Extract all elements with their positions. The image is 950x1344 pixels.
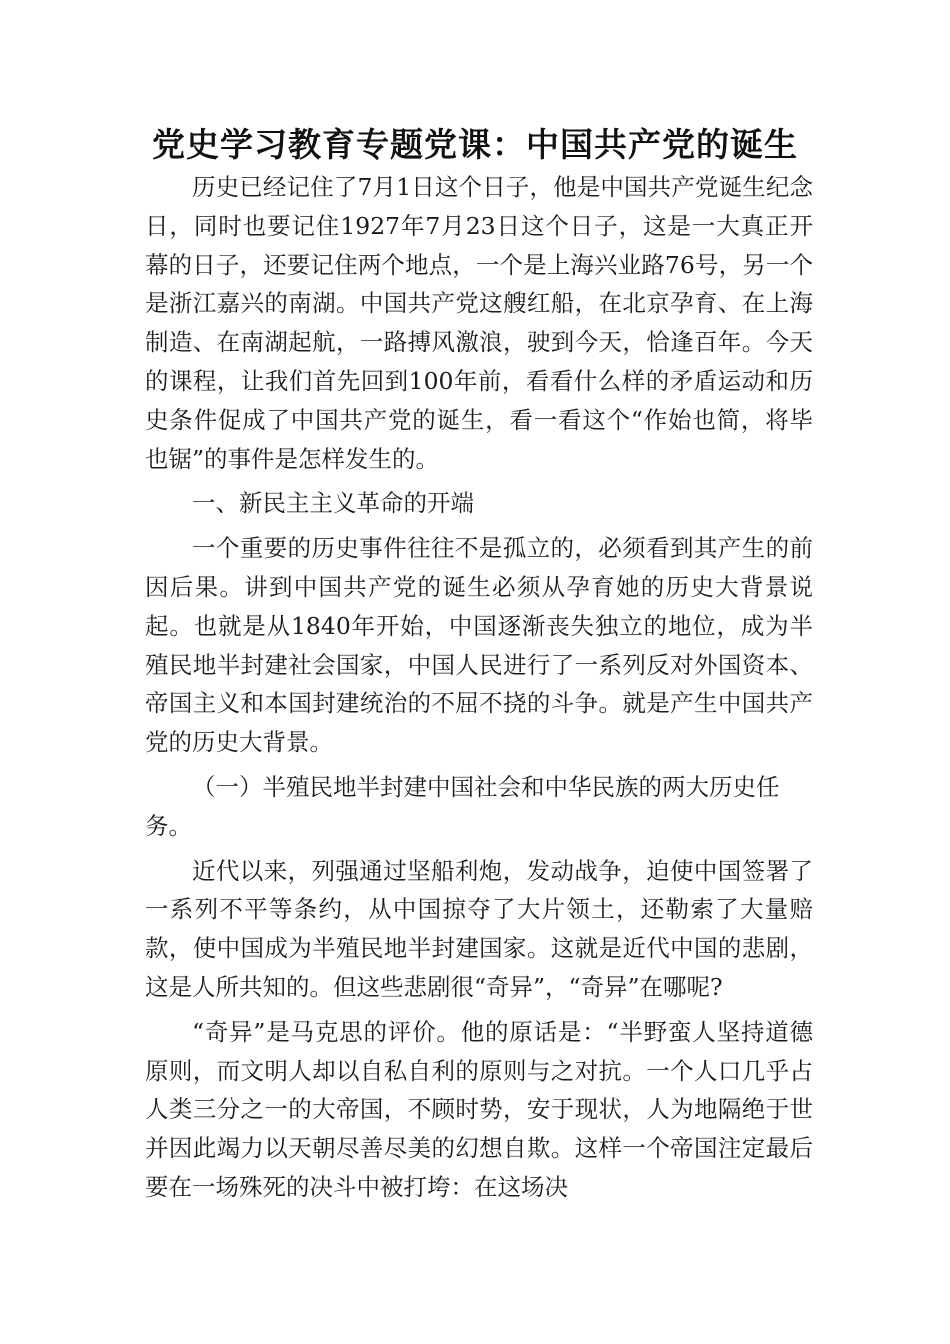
paragraph-intro: 历史已经记住了7月1日这个日子，他是中国共产党诞生纪念日，同时也要记住1927年7月23日这个日子，这是一大真正开幕的日子，还要记住两个地点，一个是上海兴业路76号，另一个是浙江嘉兴的南湖。中国共产党这艘红船，在北京孕育、在上海制造、在南湖起航，一路搏风激浪，驶到今天，恰逢百年。今天的课程，让我们首先回到100年前，看看什么样的矛盾运动和历史条件促成了中国共产党的诞生，看一看这个“作始也简，将毕也锯”的事件是怎样发生的。 xyxy=(145,173,813,473)
paragraph-modern-history: 近代以来，列强通过坚船利炮，发动战争，迫使中国签署了一系列不平等条约，从中国掠夺了大片领土，还勒索了大量赔款，使中国成为半殖民地半封建国家。这就是近代中国的悲剧，这是人所共知的。但这些悲剧很“奇异”，“奇异”在哪呢? xyxy=(145,856,813,1001)
subsection-heading-1: （一）半殖民地半封建中国社会和中华民族的两大历史任务。 xyxy=(145,772,780,840)
document-title: 党史学习教育专题党课：中国共产党的诞生 xyxy=(152,125,798,164)
paragraph-background: 一个重要的历史事件往往不是孤立的，必须看到其产生的前因后果。讲到中国共产党的诞生必须从孕育她的历史大背景说起。也就是从1840年开始，中国逐渐丧失独立的地位，成为半殖民地半封建社会国家，中国人民进行了一系列反对外国资本、帝国主义和本国封建统治的不屈不挠的斗争。就是产生中国共产党的历史大背景。 xyxy=(145,534,813,757)
paragraph-marx-quote: “奇异”是马克思的评价。他的原话是：“半野蛮人坚持道德原则，而文明人却以自私自利的原则与之对抗。一个人口几乎占人类三分之一的大帝国，不顾时势，安于现状，人为地隔绝于世并因此竭力以天朝尽善尽美的幻想自欺。这样一个帝国注定最后要在一场殊死的决斗中被打垮：在这场决 xyxy=(145,1017,813,1201)
document-body xyxy=(145,168,813,1207)
section-heading-1: 一、新民主主义革命的开端 xyxy=(192,489,474,518)
